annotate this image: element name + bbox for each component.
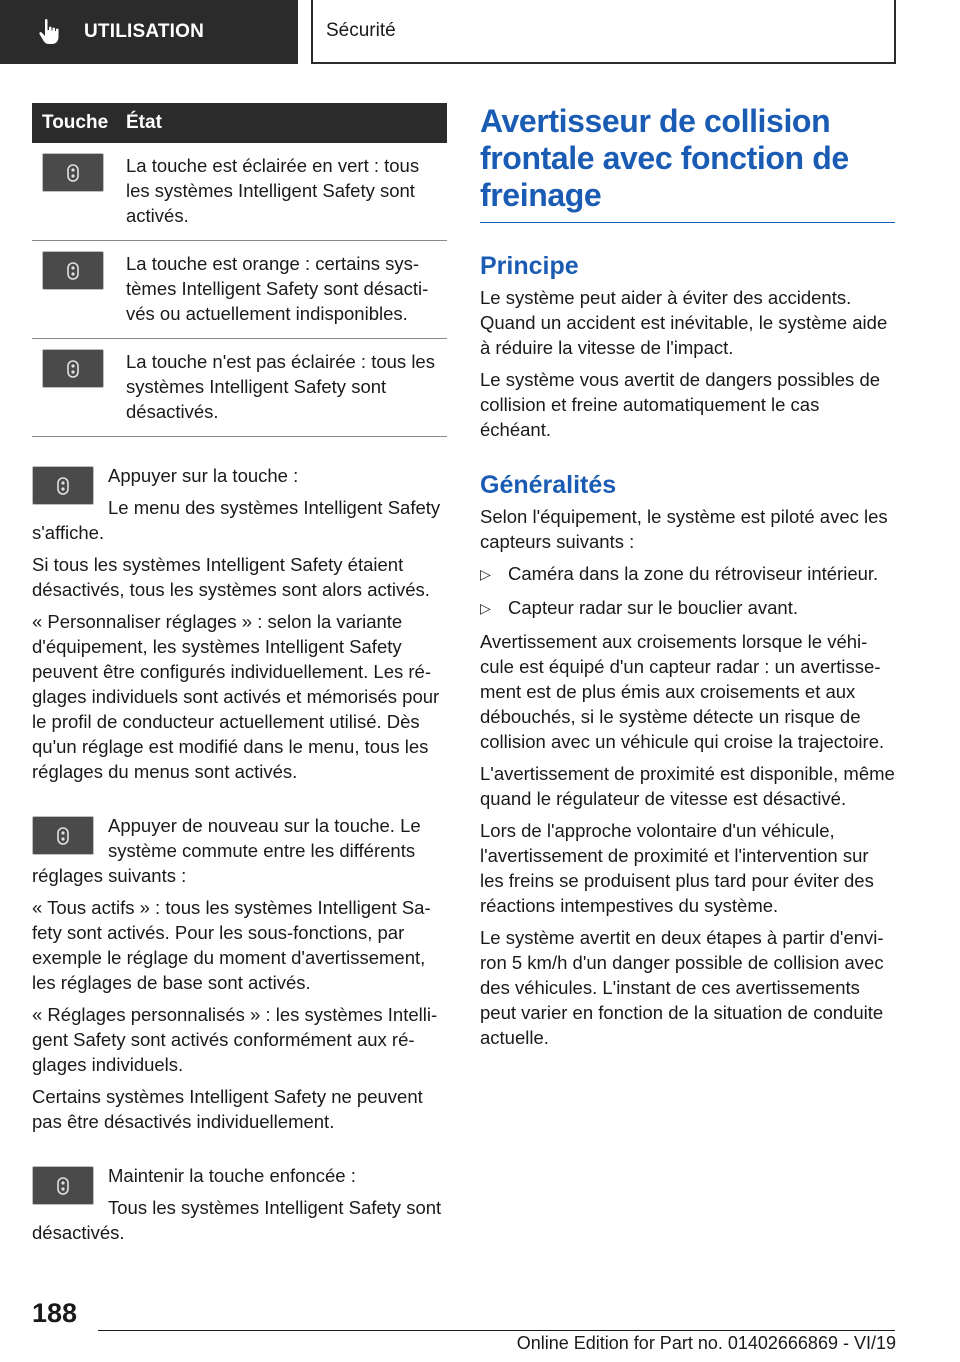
intelligent-safety-button-icon	[42, 153, 104, 192]
paragraph: L'avertissement de proximité est disponible, même quand le régulateur de vitesse est désactivé.	[480, 763, 895, 809]
table-cell-state: La touche est orange : certains systèmes Intelligent Safety sont désactivés ou actuellement indisponibles.	[126, 241, 447, 339]
table-row	[32, 241, 447, 339]
triangle-bullet-icon: ▷	[480, 600, 491, 616]
section-heading: Avertisseur de collision frontale avec fonction de freinage	[480, 103, 895, 223]
press-key-block	[32, 813, 447, 888]
paragraph: Lors de l'approche volontaire d'un véhicule, l'avertissement de proximité et l'intervention sur les freins se produisent plus tard pour éviter des réactions intempestives du système.	[480, 820, 874, 916]
paragraph: Avertissement aux croisements lorsque le véhicule est équipé d'un capteur radar : un avertissement est de plus émis aux croisements et aux débouchés, si le système détecte un risque de collision avec un véhicule qui croise la trajectoire.	[480, 631, 885, 752]
instruction-result: Tous les systèmes Intelligent Safety sont désactivés.	[32, 1197, 442, 1243]
instruction-text: Appuyer sur la touche :	[108, 465, 299, 486]
table-header-row	[32, 103, 447, 143]
subheading-generalites: Généralités	[480, 471, 617, 499]
hand-pointer-icon	[38, 18, 62, 46]
chapter-header	[311, 0, 896, 64]
press-key-block	[32, 1163, 447, 1245]
intelligent-safety-button-icon	[32, 816, 94, 855]
table-cell-state: La touche n'est pas éclairée : tous les systèmes Intelligent Safety sont désactivés.	[126, 339, 447, 437]
intelligent-safety-button-icon	[32, 466, 94, 505]
footer-edition: Online Edition for Part no. 01402666869 - VI/19	[516, 1333, 896, 1353]
subheading-principe: Principe	[480, 252, 579, 280]
list-item-text: Capteur radar sur le bouclier avant.	[508, 597, 798, 618]
paragraph: « Réglages personnalisés » : les systèmes Intelligent Safety sont activés conformément aux réglages individuels.	[32, 1004, 438, 1075]
section-header	[0, 0, 298, 64]
right-column	[480, 103, 895, 1057]
paragraph: Certains systèmes Intelligent Safety ne peuvent pas être désactivés individuellement.	[32, 1086, 423, 1132]
column-header-state: État	[126, 103, 447, 143]
paragraph: Selon l'équipement, le système est piloté avec les capteurs suivants :	[480, 506, 888, 552]
footer-divider	[98, 1330, 895, 1331]
chapter-title: Sécurité	[326, 20, 396, 41]
section-title: UTILISATION	[84, 21, 205, 42]
instruction-text: Maintenir la touche enfoncée :	[108, 1165, 356, 1186]
triangle-bullet-icon: ▷	[480, 566, 491, 582]
paragraph: Si tous les systèmes Intelligent Safety étaient désactivés, tous les systèmes sont alors activés.	[32, 554, 430, 600]
left-column	[32, 103, 447, 1252]
intelligent-safety-button-icon	[42, 349, 104, 388]
column-header-key: Touche	[32, 103, 126, 143]
press-key-block	[32, 463, 447, 545]
instruction-result: Le menu des systèmes Intelligent Safety s'affiche.	[32, 497, 441, 543]
paragraph: « Personnaliser réglages » : selon la variante d'équipement, les systèmes Intelligent Safety peuvent être configurés individuellement. Les réglages individuels sont activés et mémorisés pour le profil de conducteur actuellement utilisé. Dès qu'un réglage est modifié dans le menu, tous les réglages du menus sont activés.	[32, 611, 440, 782]
paragraph: Le système vous avertit de dangers possibles de collision et freine automatiquement le cas échéant.	[480, 369, 881, 440]
list-item-text: Caméra dans la zone du rétroviseur intérieur.	[508, 563, 879, 584]
intelligent-safety-button-icon	[32, 1166, 94, 1205]
table-cell-state: La touche est éclairée en vert : tous les systèmes Intelligent Safety sont activés.	[126, 143, 447, 241]
key-state-table	[32, 103, 447, 437]
table-row	[32, 339, 447, 437]
paragraph: « Tous actifs » : tous les systèmes Intelligent Safety sont activés. Pour les sous-fonctions, par exemple le réglage du moment d'avertissement, les réglages de base sont activés.	[32, 897, 431, 993]
table-row	[32, 143, 447, 241]
list-item	[480, 561, 895, 587]
paragraph: Le système peut aider à éviter des accidents. Quand un accident est inévitable, le système aide à réduire la vitesse de l'impact.	[480, 287, 888, 358]
list-item	[480, 595, 895, 621]
page-number: 188	[32, 1298, 78, 1328]
paragraph: Le système avertit en deux étapes à partir d'environ 5 km/h d'un danger possible de collision avec des véhicules. L'instant de ces avertissements peut varier en fonction de la situation de conduite actuelle.	[480, 927, 884, 1048]
instruction-text: Appuyer de nouveau sur la touche. Le système commute entre les différents réglages suivants :	[32, 815, 421, 886]
intelligent-safety-button-icon	[42, 251, 104, 290]
